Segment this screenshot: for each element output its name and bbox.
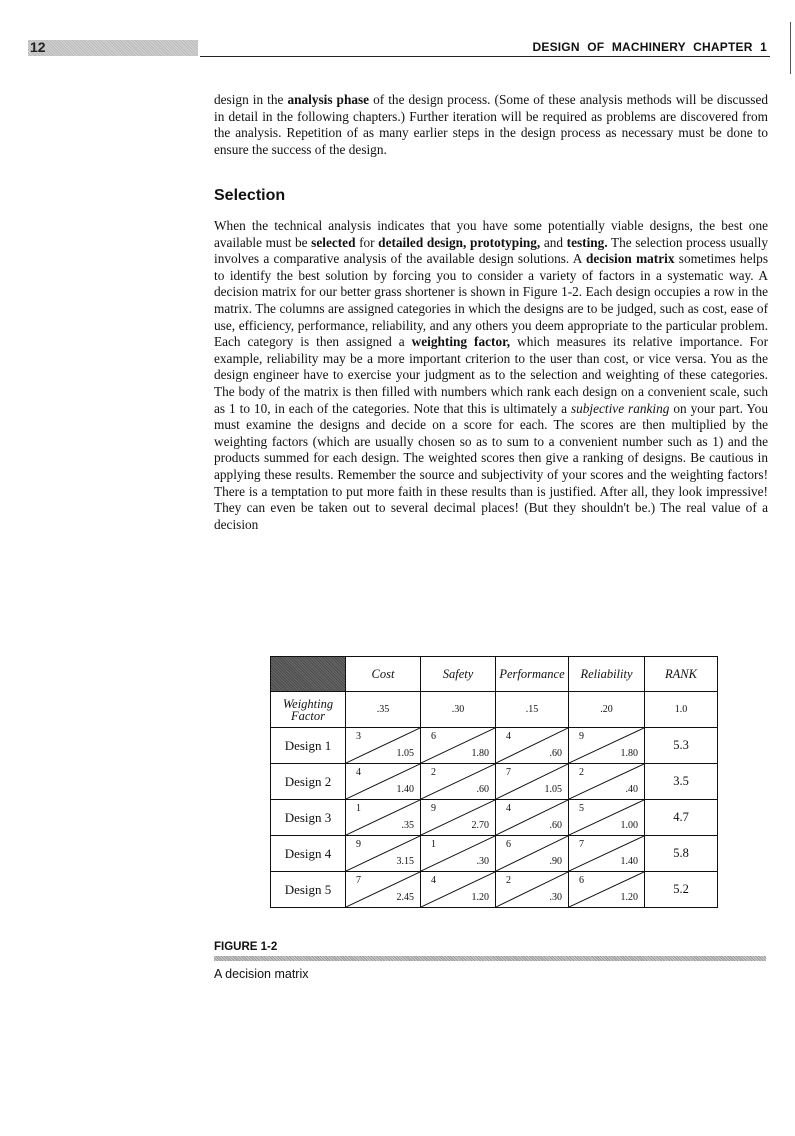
section-heading: Selection xyxy=(214,187,286,204)
bold-term: selected xyxy=(311,234,356,250)
column-header-rank: RANK xyxy=(645,657,718,692)
design-label: Design 1 xyxy=(271,728,346,764)
raw-score: 9 xyxy=(431,803,436,814)
score-cell xyxy=(346,836,421,872)
weighted-score: .60 xyxy=(549,748,562,759)
weighted-score: 1.20 xyxy=(620,892,638,903)
column-header-cost: Cost xyxy=(346,657,421,692)
bold-term: weighting factor, xyxy=(411,334,511,350)
weighted-score: 1.05 xyxy=(544,784,562,795)
score-cell xyxy=(421,836,496,872)
text-run: and xyxy=(540,234,567,250)
weighted-score: 1.80 xyxy=(620,748,638,759)
score-cell xyxy=(569,800,645,836)
raw-score: 9 xyxy=(356,839,361,850)
weighted-score: .35 xyxy=(401,820,414,831)
raw-score: 4 xyxy=(356,767,361,778)
weighted-score: .60 xyxy=(549,820,562,831)
weighted-score: 2.70 xyxy=(471,820,489,831)
score-cell xyxy=(569,728,645,764)
score-cell xyxy=(421,764,496,800)
score-cell xyxy=(496,836,569,872)
text-run: of the design process. (Some of these analysis methods will be discussed in detail in the following chapters.) Further iteration will be required as problems are discovered from the analysis. Repetition of as many earlier steps in the design process as necessary must be done to ensure the success of the design. xyxy=(214,92,769,157)
score-cell xyxy=(421,800,496,836)
score-cell xyxy=(346,728,421,764)
figure-label: FIGURE 1-2 xyxy=(214,941,278,953)
rank-value: 5.8 xyxy=(645,836,718,872)
weighted-score: 1.00 xyxy=(620,820,638,831)
score-cell xyxy=(346,872,421,908)
weighted-score: 2.45 xyxy=(396,892,414,903)
body-paragraph-analysis xyxy=(214,92,768,158)
weighted-score: 1.80 xyxy=(471,748,489,759)
raw-score: 7 xyxy=(579,839,584,850)
figure-rule xyxy=(214,956,766,961)
raw-score: 2 xyxy=(579,767,584,778)
margin-rule xyxy=(790,22,791,74)
text-run: design in the xyxy=(214,92,288,107)
running-head: DESIGN OF MACHINERY CHAPTER 1 xyxy=(532,40,767,54)
raw-score: 6 xyxy=(431,731,436,742)
weighting-factor-row xyxy=(271,692,718,728)
weighted-score: .40 xyxy=(625,784,638,795)
text-run: The selection process usually involves a comparative analysis of the available design solutions. A xyxy=(214,234,768,267)
raw-score: 1 xyxy=(356,803,361,814)
column-header-safety: Safety xyxy=(421,657,496,692)
raw-score: 1 xyxy=(431,839,436,850)
body-paragraph-selection xyxy=(214,218,768,533)
page-number-banner xyxy=(28,40,198,56)
rank-value: 3.5 xyxy=(645,764,718,800)
text-run: When the technical analysis indicates that you have some potentially viable designs, the best one available must be xyxy=(214,218,768,250)
design-label: Design 4 xyxy=(271,836,346,872)
raw-score: 6 xyxy=(579,875,584,886)
weighting-factor-label xyxy=(271,692,346,728)
weighted-score: .30 xyxy=(476,856,489,867)
column-header-performance: Performance xyxy=(496,657,569,692)
raw-score: 7 xyxy=(506,767,511,778)
weighted-score: 1.05 xyxy=(396,748,414,759)
weighted-score: 1.40 xyxy=(620,856,638,867)
score-cell xyxy=(346,800,421,836)
raw-score: 4 xyxy=(431,875,436,886)
weight-performance: .15 xyxy=(496,692,569,728)
rank-value: 5.3 xyxy=(645,728,718,764)
design-label: Design 2 xyxy=(271,764,346,800)
weighted-score: .60 xyxy=(476,784,489,795)
score-cell xyxy=(496,800,569,836)
raw-score: 5 xyxy=(579,803,584,814)
design-row xyxy=(271,836,718,872)
weight-total: 1.0 xyxy=(645,692,718,728)
raw-score: 9 xyxy=(579,731,584,742)
matrix-body xyxy=(271,728,718,908)
bold-term: decision matrix xyxy=(585,251,675,267)
text-run: which measures its relative importance. For example, reliability may be a more important criterion to the user than cost, or vice versa. You as the design engineer have to exercise your judgment as to the selection and weighting of these categories. The body of the matrix is then filled with numbers which rank each design on a convenient scale, such as 1 to 10, in each of the categories. Note that this is ultimately a xyxy=(214,334,768,416)
weighting-label-line2: Factor xyxy=(290,708,326,723)
design-label: Design 3 xyxy=(271,800,346,836)
weighted-score: 3.15 xyxy=(396,856,414,867)
score-cell xyxy=(346,764,421,800)
italic-term: subjective ranking xyxy=(570,400,670,416)
rank-value: 4.7 xyxy=(645,800,718,836)
score-cell xyxy=(421,872,496,908)
matrix-corner xyxy=(271,657,346,692)
text-run: for xyxy=(355,234,379,250)
score-cell xyxy=(496,728,569,764)
header-rule xyxy=(200,56,770,57)
score-cell xyxy=(421,728,496,764)
bold-term: analysis phase xyxy=(287,92,370,107)
design-row xyxy=(271,800,718,836)
design-row xyxy=(271,728,718,764)
weighted-score: 1.40 xyxy=(396,784,414,795)
weighting-label-line1: Weighting xyxy=(282,696,334,711)
weighted-score: .90 xyxy=(549,856,562,867)
weight-cost: .35 xyxy=(346,692,421,728)
raw-score: 6 xyxy=(506,839,511,850)
text-run: on your part. You must examine the designs and decide on a score for each. The scores are then multiplied by the weighting factors (which are usually chosen so as to sum to a convenient number such as 1) and the products summed for each design. The weighted scores then give a ranking of designs. Be cautious in applying these results. Remember the source and subjectivity of your scores and the weighting factors! There is a temptation to put more faith in these results than is justified. After all, they look impressive! They can even be taken out to several decimal places! (But they shouldn't be.) The real value of a decision xyxy=(214,400,768,532)
raw-score: 2 xyxy=(431,767,436,778)
score-cell xyxy=(569,764,645,800)
score-cell xyxy=(496,764,569,800)
bold-term: testing. xyxy=(566,234,608,250)
weighted-score: .30 xyxy=(549,892,562,903)
raw-score: 4 xyxy=(506,731,511,742)
column-header-reliability: Reliability xyxy=(569,657,645,692)
score-cell xyxy=(496,872,569,908)
weight-safety: .30 xyxy=(421,692,496,728)
weighted-score: 1.20 xyxy=(471,892,489,903)
decision-matrix xyxy=(270,656,718,908)
design-row xyxy=(271,872,718,908)
page-number: 12 xyxy=(30,39,46,55)
raw-score: 2 xyxy=(506,875,511,886)
design-row xyxy=(271,764,718,800)
text-run: sometimes helps to identify the best solution by forcing you to consider a variety of factors in a systematic way. A decision matrix for our better grass shortener is shown in Figure 1-2. Each design occupies a row in the matrix. The columns are assigned categories in which the designs are to be judged, such as cost, ease of use, efficiency, performance, reliability, and any others you deem appropriate to the particular problem. Each category is then assigned a xyxy=(214,251,769,350)
raw-score: 3 xyxy=(356,731,361,742)
rank-value: 5.2 xyxy=(645,872,718,908)
raw-score: 4 xyxy=(506,803,511,814)
weight-reliability: .20 xyxy=(569,692,645,728)
score-cell xyxy=(569,872,645,908)
bold-term: detailed design, prototyping, xyxy=(378,234,541,250)
score-cell xyxy=(569,836,645,872)
matrix-header-row xyxy=(271,657,718,692)
design-label: Design 5 xyxy=(271,872,346,908)
figure-caption: A decision matrix xyxy=(214,967,309,981)
raw-score: 7 xyxy=(356,875,361,886)
